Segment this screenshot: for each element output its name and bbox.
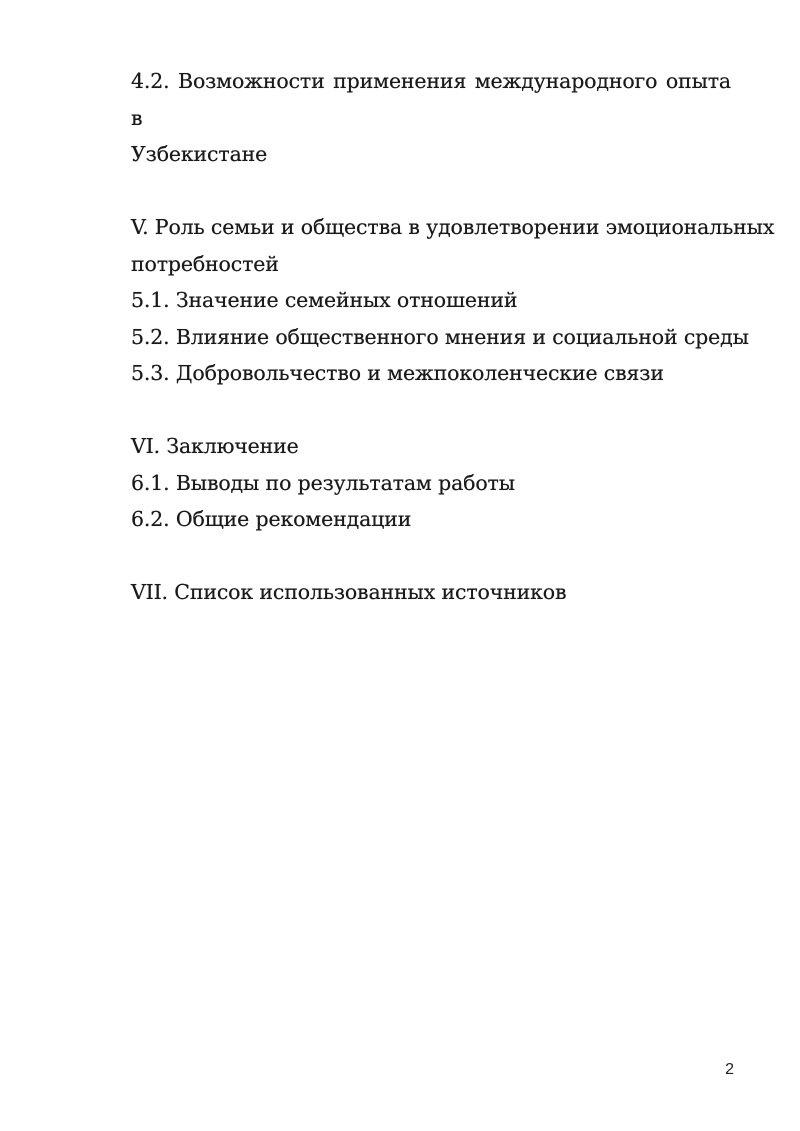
toc-section-v-continuation: потребностей — [131, 251, 279, 276]
toc-item-5-2: 5.2. Влияние общественного мнения и социальной среды — [131, 324, 749, 349]
section-gap — [131, 538, 731, 575]
section-gap — [131, 173, 731, 210]
toc-item-5-1: 5.1. Значение семейных отношений — [131, 288, 518, 312]
toc-section-v: V. Роль семьи и общества в удовлетворении эмоциональных — [131, 215, 775, 239]
toc-section-vii: VII. Список использованных источников — [131, 580, 567, 604]
toc-item-5-3: 5.3. Добровольчество и межпоколенческие связи — [131, 361, 664, 385]
section-gap — [131, 392, 731, 429]
page-number: 2 — [725, 1061, 734, 1078]
toc-item-4-2: 4.2. Возможности применения международного опыта в — [131, 69, 731, 130]
toc-item-6-2: 6.2. Общие рекомендации — [131, 507, 412, 531]
table-of-contents — [131, 63, 775, 611]
toc-item-6-1: 6.1. Выводы по результатам работы — [131, 470, 515, 495]
toc-item-4-2-continuation: Узбекистане — [131, 142, 268, 166]
toc-section-vi: VI. Заключение — [131, 434, 299, 458]
